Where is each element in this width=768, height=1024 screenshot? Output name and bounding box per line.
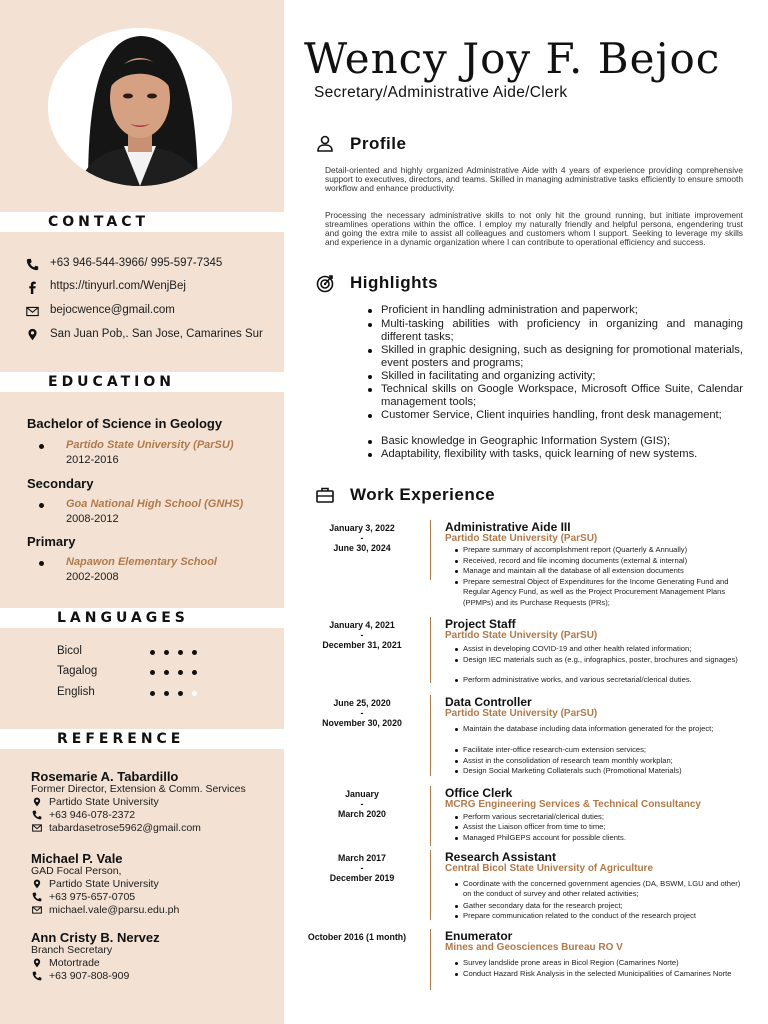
- highlight-bullet: [368, 453, 372, 457]
- job-bullet: [455, 570, 458, 573]
- edu-level-college: Bachelor of Science in Geology: [27, 416, 223, 431]
- job-bullet: [455, 826, 458, 829]
- language-level: [150, 650, 197, 655]
- facebook-icon: [24, 280, 40, 294]
- contact-email[interactable]: bejocwence@gmail.com: [24, 304, 175, 318]
- phone-icon: [24, 257, 40, 271]
- job-duty: Design IEC materials such as (e.g., infographics, poster, brochures and signages): [463, 655, 738, 664]
- language-level-dot: [192, 650, 197, 655]
- ref-org-row: Partido State University: [31, 878, 159, 890]
- highlight-item: Basic knowledge in Geographic Information System (GIS);: [381, 435, 671, 447]
- education-heading-band: [0, 372, 284, 392]
- ref-title: GAD Focal Person,: [31, 865, 122, 877]
- timeline-line: [430, 520, 431, 580]
- ref-name: Ann Cristy B. Nervez: [31, 930, 160, 945]
- edu-school-primary: Napawon Elementary School: [66, 556, 217, 568]
- highlight-item: Multi-tasking abilities with proficiency in organizing and managing different tasks;: [381, 318, 743, 343]
- job-bullet: [455, 883, 458, 886]
- job-duty: Perform administrative works, and various secretarial/clerical duties.: [463, 675, 692, 684]
- job-bullet: [455, 679, 458, 682]
- language-name: Tagalog: [57, 665, 98, 677]
- languages-heading: LANGUAGES: [57, 610, 189, 626]
- language-level: [150, 670, 197, 675]
- job-bullet: [455, 648, 458, 651]
- edu-years-primary: 2002-2008: [66, 571, 119, 583]
- job-date-to: March 2020: [338, 809, 386, 819]
- ref-email-row[interactable]: michael.vale@parsu.edu.ph: [31, 904, 179, 916]
- mail-icon: [31, 905, 43, 916]
- edu-level-secondary: Secondary: [27, 476, 94, 491]
- location-pin-icon: [24, 327, 40, 341]
- language-level-dot: [150, 670, 155, 675]
- job-bullet: [455, 837, 458, 840]
- language-name: Bicol: [57, 645, 82, 657]
- contact-heading-band: [0, 212, 284, 232]
- candidate-role: Secretary/Administrative Aide/Clerk: [314, 84, 568, 101]
- job-organization: Partido State University (ParSU): [445, 533, 598, 544]
- timeline-line: [430, 850, 431, 920]
- job-duty: Assist in developing COVID-19 and other health related information;: [463, 644, 692, 653]
- job-organization: Mines and Geosciences Bureau RO V: [445, 942, 623, 953]
- language-level-dot: [178, 670, 183, 675]
- edu-bullet: [39, 561, 44, 566]
- edu-level-primary: Primary: [27, 534, 76, 549]
- language-level-dot: [164, 670, 169, 675]
- job-date-separator: -: [360, 863, 364, 873]
- highlight-bullet: [368, 375, 372, 379]
- location-pin-icon: [31, 958, 43, 969]
- ref-phone-row: +63 907-808-909: [31, 970, 129, 982]
- job-bullet: [455, 962, 458, 965]
- contact-facebook[interactable]: https://tinyurl.com/WenjBej: [24, 280, 186, 294]
- job-duty: Gather secondary data for the research project;: [463, 901, 623, 910]
- job-duty: Prepare communication related to the conduct of the research project: [463, 911, 697, 920]
- target-icon: [314, 272, 336, 294]
- job-title: Administrative Aide III: [445, 520, 571, 534]
- job-date-to: November 30, 2020: [322, 718, 402, 728]
- job-date-separator: -: [360, 708, 364, 718]
- highlight-bullet: [368, 440, 372, 444]
- job-duty: Perform various secretarial/clerical duties;: [463, 812, 604, 821]
- language-level-dot: [178, 691, 183, 696]
- edu-school-college: Partido State University (ParSU): [66, 439, 234, 451]
- job-date-to: June 30, 2024: [333, 543, 391, 553]
- highlight-bullet: [368, 414, 372, 418]
- highlights-heading: Highlights: [314, 272, 438, 294]
- job-date-from: January 4, 2021: [329, 620, 395, 630]
- job-date-separator: -: [360, 533, 364, 543]
- job-duty: Facilitate inter-office research-cum extension services;: [463, 745, 647, 754]
- job-date-from: June 25, 2020: [333, 698, 391, 708]
- language-level-dot: [192, 691, 197, 696]
- candidate-name: Wency Joy F. Bejoc: [304, 34, 721, 83]
- edu-school-secondary: Goa National High School (GNHS): [66, 498, 244, 510]
- language-level-dot: [150, 650, 155, 655]
- job-organization: Partido State University (ParSU): [445, 708, 598, 719]
- highlight-bullet: [368, 323, 372, 327]
- language-level-dot: [192, 670, 197, 675]
- profile-heading: Profile: [314, 133, 406, 155]
- work-heading: Work Experience: [314, 484, 495, 506]
- job-title: Project Staff: [445, 617, 516, 631]
- job-duty: Conduct Hazard Risk Analysis in the selected Municipalities of Camarines Norte: [463, 969, 732, 978]
- job-duty: Assist the Liaison officer from time to time;: [463, 822, 606, 831]
- job-duty: Manage and maintain all the database of all extension documents: [463, 566, 684, 575]
- mail-icon: [24, 304, 40, 318]
- education-heading: EDUCATION: [48, 374, 175, 390]
- ref-email-row[interactable]: tabardasetrose5962@gmail.com: [31, 822, 201, 834]
- ref-phone-row: +63 946-078-2372: [31, 809, 135, 821]
- job-bullet: [455, 770, 458, 773]
- profile-paragraph-2: Processing the necessary administrative skills to not only hit the ground running, but initiate improvement streamlines operations within the office. I employ my naturally friendly and helpful persona, engendering trust and going the extra mile to assist all colleagues and customers whom I support. Seeking to leverage my skills and experience in a dynamic organization where I can contribute to operational efficiency and success.: [325, 210, 743, 247]
- job-organization: Central Bicol State University of Agriculture: [445, 863, 654, 874]
- job-bullet: [455, 905, 458, 908]
- job-duty: Coordinate with the concerned government agencies (DA, BSWM, LGU and other) on the conduct of survey and other related activities;: [463, 879, 741, 899]
- timeline-line: [430, 617, 431, 683]
- job-bullet: [455, 760, 458, 763]
- job-bullet: [455, 581, 458, 584]
- highlight-item: Skilled in graphic designing, such as designing for promotional materials, event posters and programs;: [381, 344, 743, 369]
- timeline-line: [430, 929, 431, 990]
- profile-photo: [48, 28, 232, 186]
- job-duty: Prepare summary of accomplishment report (Quarterly & Annually): [463, 545, 688, 554]
- highlight-item: Proficient in handling administration and paperwork;: [381, 304, 638, 316]
- location-pin-icon: [31, 797, 43, 808]
- language-level-dot: [164, 691, 169, 696]
- highlight-bullet: [368, 388, 372, 392]
- language-name: English: [57, 686, 95, 698]
- timeline-line: [430, 695, 431, 776]
- job-bullet: [455, 728, 458, 731]
- sidebar: [0, 0, 284, 1024]
- job-bullet: [455, 659, 458, 662]
- job-date-to: December 31, 2021: [322, 640, 402, 650]
- job-title: Research Assistant: [445, 850, 556, 864]
- ref-org-row: Partido State University: [31, 796, 159, 808]
- location-pin-icon: [31, 879, 43, 890]
- contact-address: San Juan Pob,. San Jose, Camarines Sur: [24, 327, 264, 341]
- phone-icon: [31, 971, 43, 982]
- job-bullet: [455, 915, 458, 918]
- job-date-from: January: [345, 789, 379, 799]
- user-icon: [314, 133, 336, 155]
- job-bullet: [455, 973, 458, 976]
- languages-heading-band: [0, 608, 284, 628]
- job-duty: Received, record and file incoming documents (external & internal): [463, 556, 688, 565]
- mail-icon: [31, 823, 43, 834]
- job-title: Office Clerk: [445, 786, 513, 800]
- job-organization: Partido State University (ParSU): [445, 630, 598, 641]
- edu-years-secondary: 2008-2012: [66, 513, 119, 525]
- job-duty: Survey landslide prone areas in Bicol Region (Camarines Norte): [463, 958, 679, 967]
- job-date-separator: -: [360, 799, 364, 809]
- highlight-bullet: [368, 309, 372, 313]
- job-title: Data Controller: [445, 695, 532, 709]
- job-duty: Design Social Marketing Collaterals such (Promotional Materials): [463, 766, 682, 775]
- reference-heading: REFERENCE: [57, 731, 185, 747]
- job-bullet: [455, 560, 458, 563]
- highlight-item: Customer Service, Client inquiries handling, front desk management;: [381, 409, 722, 421]
- job-duty: Assist in the consolidation of research team monthly workplan;: [463, 756, 673, 765]
- highlight-bullet: [368, 349, 372, 353]
- job-duty: Maintain the database including data information generated for the project;: [463, 724, 714, 733]
- timeline-line: [430, 786, 431, 846]
- job-duty: Managed PhilGEPS account for possible clients.: [463, 833, 626, 842]
- ref-org-row: Motortrade: [31, 957, 100, 969]
- ref-title: Former Director, Extension & Comm. Services: [31, 783, 246, 795]
- phone-icon: [31, 810, 43, 821]
- language-level-dot: [178, 650, 183, 655]
- job-date-separator: -: [360, 630, 364, 640]
- job-bullet: [455, 549, 458, 552]
- reference-heading-band: [0, 729, 284, 749]
- contact-phone: +63 946-544-3966/ 995-597-7345: [24, 257, 222, 271]
- ref-name: Rosemarie A. Tabardillo: [31, 769, 179, 784]
- ref-phone-row: +63 975-657-0705: [31, 891, 135, 903]
- job-date-to: December 2019: [329, 873, 395, 883]
- ref-title: Branch Secretary: [31, 944, 113, 956]
- briefcase-icon: [314, 484, 336, 506]
- profile-paragraph-1: Detail-oriented and highly organized Administrative Aide with 4 years of experience providing comprehensive support to executives, directors, and teams. Skilled in managing administrative tasks efficiently to ensure smooth workflow and enhance productivity.: [325, 165, 743, 193]
- edu-bullet: [39, 503, 44, 508]
- portrait-image: [48, 28, 232, 186]
- job-organization: MCRG Engineering Services & Technical Consultancy: [445, 799, 701, 810]
- language-level-dot: [150, 691, 155, 696]
- language-level-dot: [164, 650, 169, 655]
- job-date-from: October 2016 (1 month): [307, 932, 407, 942]
- highlight-item: Skilled in facilitating and organizing activity;: [381, 370, 596, 382]
- job-bullet: [455, 816, 458, 819]
- job-bullet: [455, 749, 458, 752]
- highlight-item: Adaptability, flexibility with tasks, quick learning of new systems.: [381, 448, 698, 460]
- contact-heading: CONTACT: [48, 214, 150, 230]
- phone-icon: [31, 892, 43, 903]
- job-date-from: March 2017: [338, 853, 386, 863]
- ref-name: Michael P. Vale: [31, 851, 123, 866]
- edu-years-college: 2012-2016: [66, 454, 119, 466]
- job-title: Enumerator: [445, 929, 513, 943]
- job-duty: Prepare semestral Object of Expenditures for the Income Generating Fund and Regular Agency Fund, as well as the Project Procurement Management Plans (PPMPs) and its Purchase Requests (PRs);: [463, 577, 729, 607]
- edu-bullet: [39, 444, 44, 449]
- language-level: [150, 691, 197, 696]
- highlight-item: Technical skills on Google Workspace, Microsoft Office Suite, Calendar management tools;: [381, 383, 743, 408]
- job-date-from: January 3, 2022: [329, 523, 395, 533]
